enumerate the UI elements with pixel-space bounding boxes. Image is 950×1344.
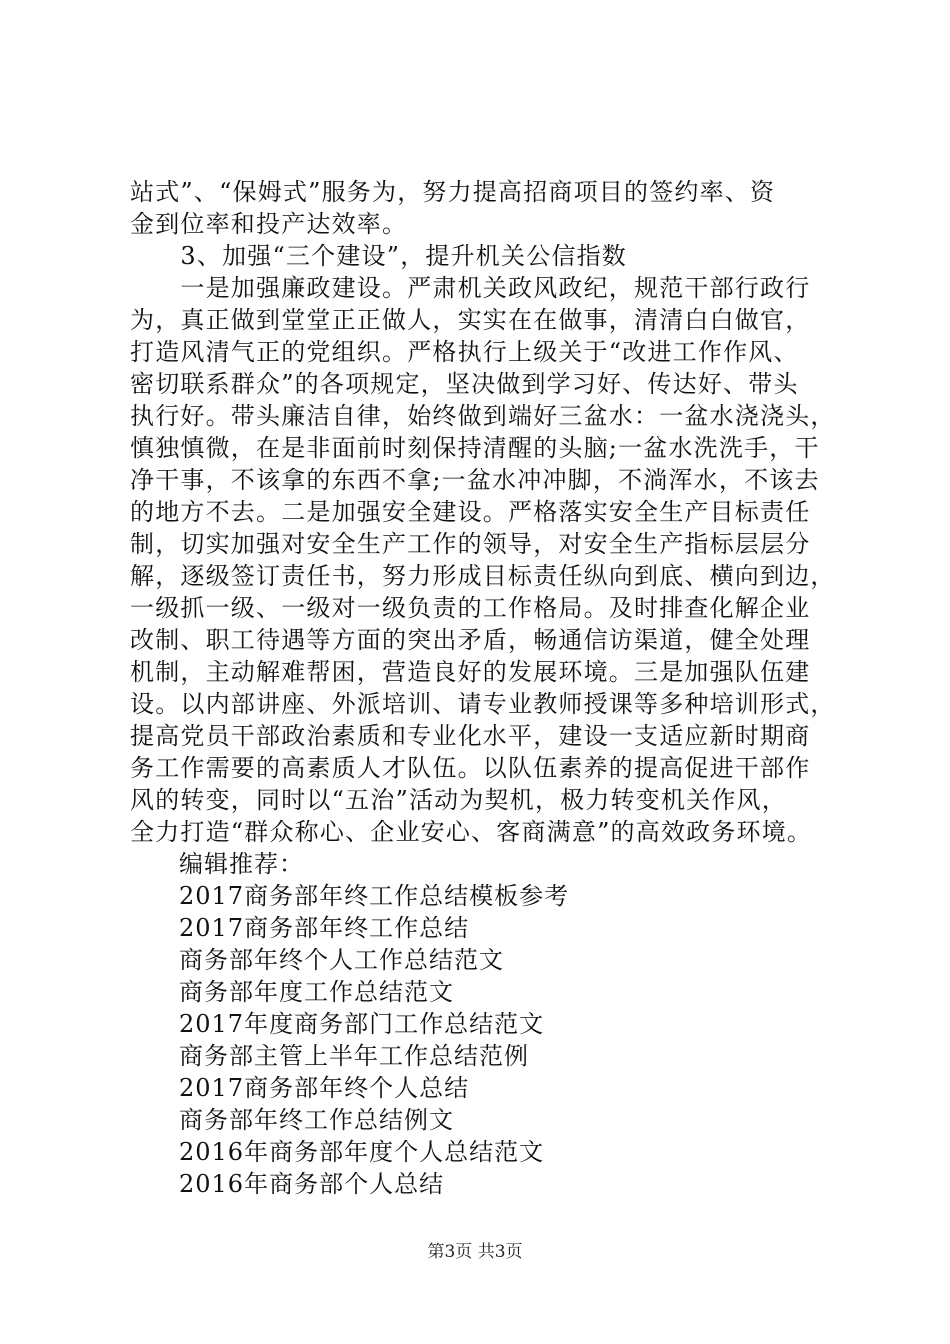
body-text — [130, 176, 870, 848]
body-line: 打造风清气正的党组织。严格执行上级关于“改进工作作风、 — [130, 338, 799, 366]
body-line: 站式”、“保姆式”服务为，努力提高招商项目的签约率、资 — [130, 178, 776, 206]
recommend-heading: 编辑推荐： — [179, 850, 304, 878]
body-line: 机制，主动解难帮困，营造良好的发展环境。三是加强队伍建 — [130, 658, 811, 686]
body-line: 解，逐级签订责任书，努力形成目标责任纵向到底、横向到边， — [130, 562, 836, 590]
body-line: 慎独慎微，在是非面前时刻保持清醒的头脑;一盆水洗洗手，干 — [130, 434, 820, 462]
recommend-link[interactable]: 2016年商务部个人总结 — [179, 1170, 445, 1198]
recommend-link[interactable]: 商务部年终个人工作总结范文 — [179, 946, 504, 974]
body-line: 一级抓一级、一级对一级负责的工作格局。及时排查化解企业 — [130, 594, 811, 622]
body-line: 一是加强廉政建设。严肃机关政风政纪，规范干部行政行 — [130, 274, 811, 302]
recommend-link[interactable]: 2017商务部年终工作总结 — [179, 914, 470, 942]
body-line: 执行好。带头廉洁自律，始终做到端好三盆水：一盆水浇浇头， — [130, 402, 836, 430]
body-line: 净干事，不该拿的东西不拿;一盆水冲冲脚，不淌浑水，不该去 — [130, 466, 820, 494]
page-footer: 第3页 共3页 — [427, 1242, 523, 1262]
recommend-list — [179, 848, 819, 1200]
body-line: 金到位率和投产达效率。 — [130, 210, 408, 238]
body-line: 密切联系群众”的各项规定，坚决做到学习好、传达好、带头 — [130, 370, 799, 398]
recommend-link[interactable]: 商务部年终工作总结例文 — [179, 1106, 454, 1134]
body-line: 改制、职工待遇等方面的突出矛盾，畅通信访渠道，健全处理 — [130, 626, 811, 654]
recommend-link[interactable]: 2017商务部年终工作总结模板参考 — [179, 882, 570, 910]
body-line: 制，切实加强对安全生产工作的领导，对安全生产指标层层分 — [130, 530, 811, 558]
body-line: 提高党员干部政治素质和专业化水平，建设一支适应新时期商 — [130, 722, 811, 750]
body-line: 务工作需要的高素质人才队伍。以队伍素养的提高促进干部作 — [130, 754, 811, 782]
recommend-link[interactable]: 2017年度商务部门工作总结范文 — [179, 1010, 545, 1038]
recommend-link[interactable]: 商务部年度工作总结范文 — [179, 978, 454, 1006]
recommend-link[interactable]: 2016年商务部年度个人总结范文 — [179, 1138, 545, 1166]
recommend-link[interactable]: 2017商务部年终个人总结 — [179, 1074, 470, 1102]
recommend-link[interactable]: 商务部主管上半年工作总结范例 — [179, 1042, 529, 1070]
section-heading: 3、加强“三个建设”，提升机关公信指数 — [130, 242, 628, 270]
body-line: 设。以内部讲座、外派培训、请专业教师授课等多种培训形式， — [130, 690, 836, 718]
body-line: 为，真正做到堂堂正正做人，实实在在做事，清清白白做官， — [130, 306, 811, 334]
body-line: 风的转变，同时以“五治”活动为契机，极力转变机关作风， — [130, 786, 787, 814]
body-line: 全力打造“群众称心、企业安心、客商满意”的高效政务环境。 — [130, 818, 813, 846]
body-line: 的地方不去。二是加强安全建设。严格落实安全生产目标责任 — [130, 498, 811, 526]
